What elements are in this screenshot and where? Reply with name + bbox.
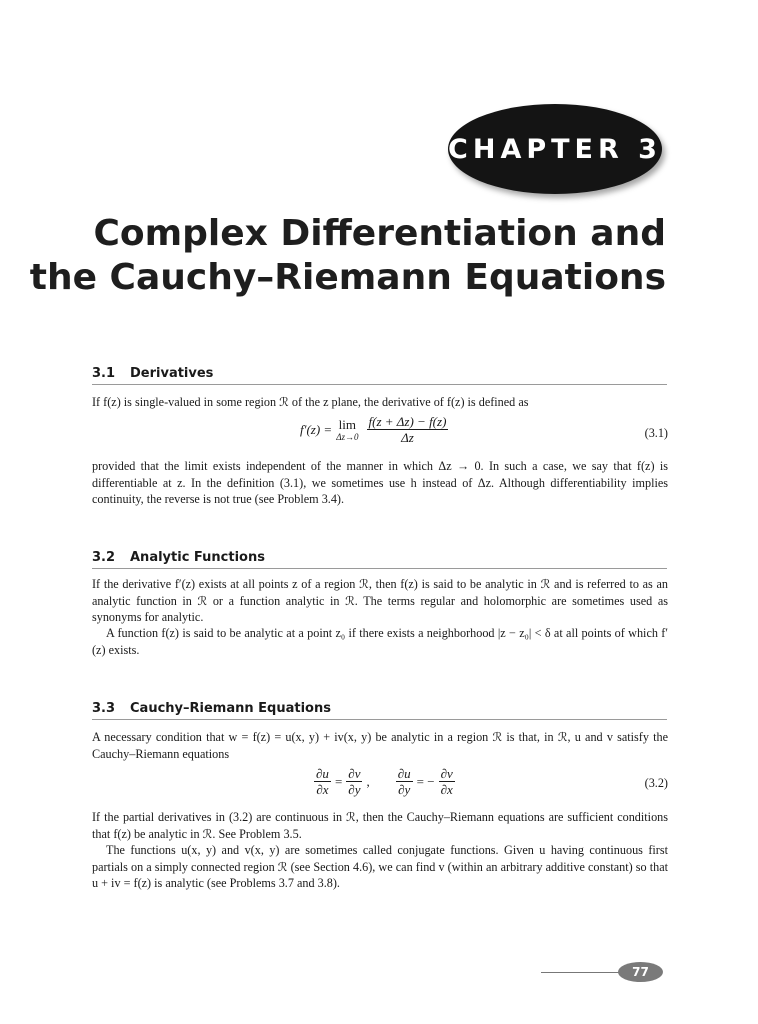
section-heading-3-1 <box>92 366 667 385</box>
section-title: Derivatives <box>130 366 214 381</box>
equation-3-1 <box>92 414 668 454</box>
section-3-3-para-2: If the partial derivatives in (3.2) are continuous in ℛ, then the Cauchy–Riemann equations are sufficient conditions that f(z) be analytic in ℛ. See Problem 3.5. <box>92 810 668 841</box>
equation-label: (3.2) <box>644 776 668 790</box>
section-title: Cauchy–Riemann Equations <box>130 701 331 716</box>
section-heading-3-2 <box>92 550 667 569</box>
chapter-badge <box>448 104 662 194</box>
equation-label: (3.1) <box>644 426 668 440</box>
eq-fraction: $\frac{f(z + \Delta z) - f(z)}{\Delta z}$ <box>368 414 447 445</box>
equation-3-2: $\frac{\partial u}{\partial x}$ = $\frac{\partial v}{\partial y}$ , $\frac{\partial u}{\partial y}$ = − $\frac{\partial v}{\partial x}$ (3.2) <box>316 766 668 797</box>
eq-limit: lim Δz→0 <box>336 417 359 442</box>
section-heading-3-3 <box>92 701 667 720</box>
page-number-rule <box>541 972 621 973</box>
section-number: 3.2 <box>92 550 116 565</box>
chapter-title-line-2: the Cauchy–Riemann Equations <box>29 257 666 298</box>
chapter-title <box>30 212 666 300</box>
section-title: Analytic Functions <box>130 550 265 565</box>
eq-lhs: f′(z) = <box>300 421 333 437</box>
section-3-1-body: provided that the limit exists independent of the manner in which Δz → 0. In such a case, we say that f(z) is differentiable at z. In the definition (3.1), we sometimes use h instead of Δz. Although differentiability implies continuity, the reverse is not true (see Problem 3.4). <box>92 459 668 506</box>
section-3-3-para-3: The functions u(x, y) and v(x, y) are sometimes called conjugate functions. Given u having continuous first partials on a simply connected region ℛ (see Section 4.6), we can find v (within an arbitrary additive constant) so that u + iv = f(z) is analytic (see Problems 3.7 and 3.8). <box>92 843 668 890</box>
page-number: 77 <box>618 962 663 982</box>
section-3-1-intro: If f(z) is single-valued in some region ℛ of the z plane, the derivative of f(z) is defined as <box>92 395 529 409</box>
chapter-label: CHAPTER 3 <box>448 133 662 165</box>
section-number: 3.3 <box>92 701 116 716</box>
section-3-3-para-1: A necessary condition that w = f(z) = u(x, y) + iv(x, y) be analytic in a region ℛ is that, in ℛ, u and v satisfy the Cauchy–Riemann equations <box>92 730 668 761</box>
section-3-2-para-1: If the derivative f′(z) exists at all points z of a region ℛ, then f(z) is said to be analytic in ℛ and is referred to as an analytic function in ℛ or a function analytic in ℛ. The terms regular and holomorphic are sometimes used as synonyms for analytic. <box>92 577 668 624</box>
section-3-2-para-2: A function f(z) is said to be analytic at a point z₀ if there exists a neighborhood |z − z₀| < δ at all points of which f′(z) exists. <box>92 626 668 657</box>
chapter-title-line-1: Complex Differentiation and <box>93 213 666 254</box>
section-number: 3.1 <box>92 366 116 381</box>
